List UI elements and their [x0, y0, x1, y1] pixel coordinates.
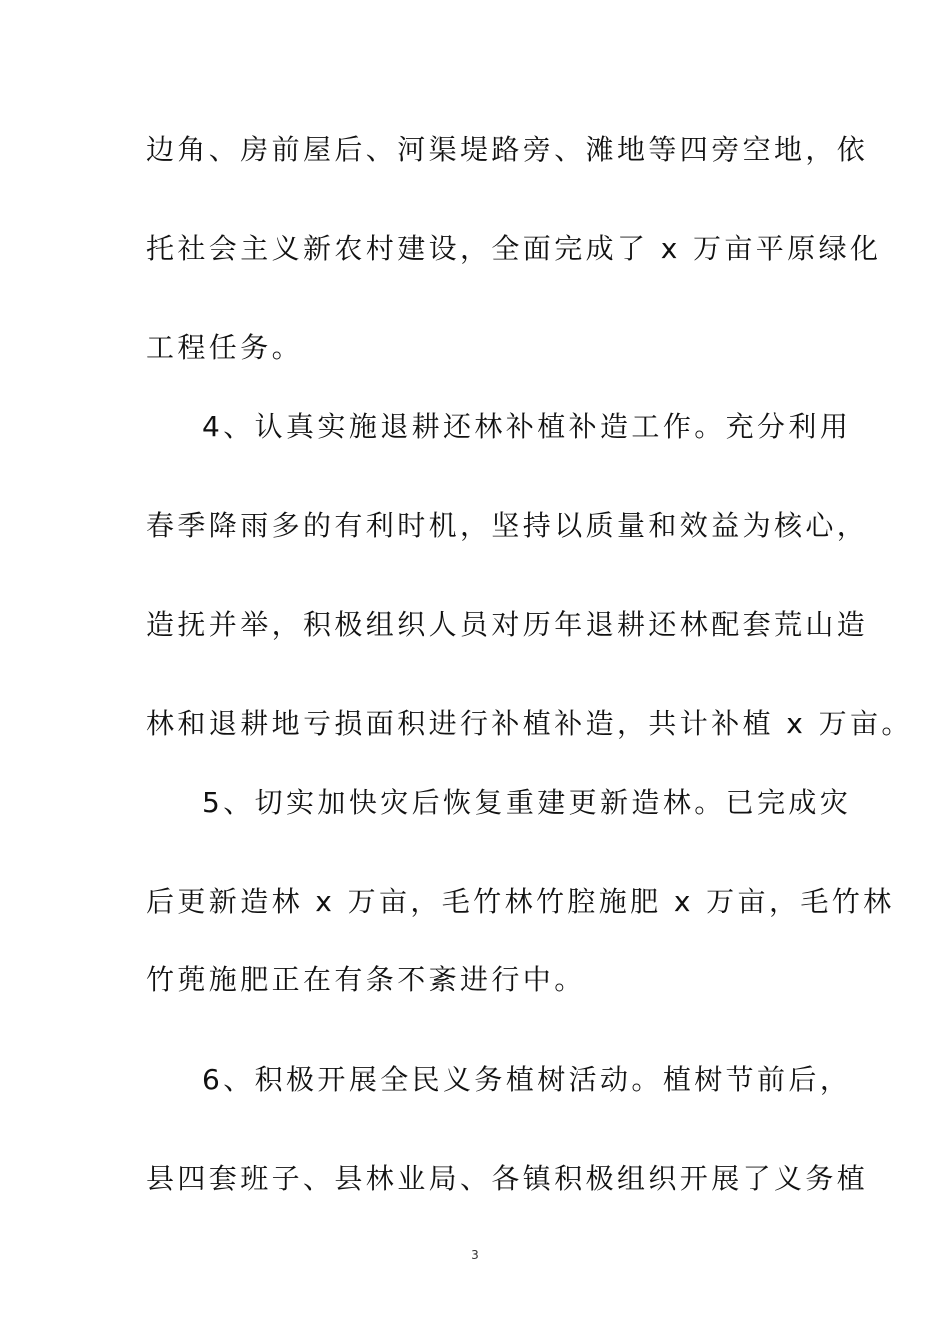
body-text-line: 县四套班子、县林业局、各镇积极组织开展了义务植	[146, 1162, 869, 1195]
body-text-line: 竹蔸施肥正在有条不紊进行中。	[146, 963, 586, 996]
body-text-line: 造抚并举，积极组织人员对历年退耕还林配套荒山造	[146, 608, 869, 641]
paragraph-first-line: 6、积极开展全民义务植树活动。植树节前后，	[202, 1063, 852, 1096]
body-text-line: 边角、房前屋后、河渠堤路旁、滩地等四旁空地，依	[146, 133, 869, 166]
page-number: 3	[471, 1248, 479, 1262]
body-text-line: 林和退耕地亏损面积进行补植补造，共计补植 x 万亩。	[146, 707, 913, 740]
paragraph-first-line: 5、切实加快灾后恢复重建更新造林。已完成灾	[202, 786, 852, 819]
paragraph-first-line: 4、认真实施退耕还林补植补造工作。充分利用	[202, 410, 852, 443]
body-text-line: 春季降雨多的有利时机，坚持以质量和效益为核心，	[146, 509, 869, 542]
body-text-line: 托社会主义新农村建设，全面完成了 x 万亩平原绿化	[146, 232, 882, 265]
body-text-line: 工程任务。	[146, 331, 304, 364]
body-text-line: 后更新造林 x 万亩，毛竹林竹腔施肥 x 万亩，毛竹林	[146, 885, 895, 918]
